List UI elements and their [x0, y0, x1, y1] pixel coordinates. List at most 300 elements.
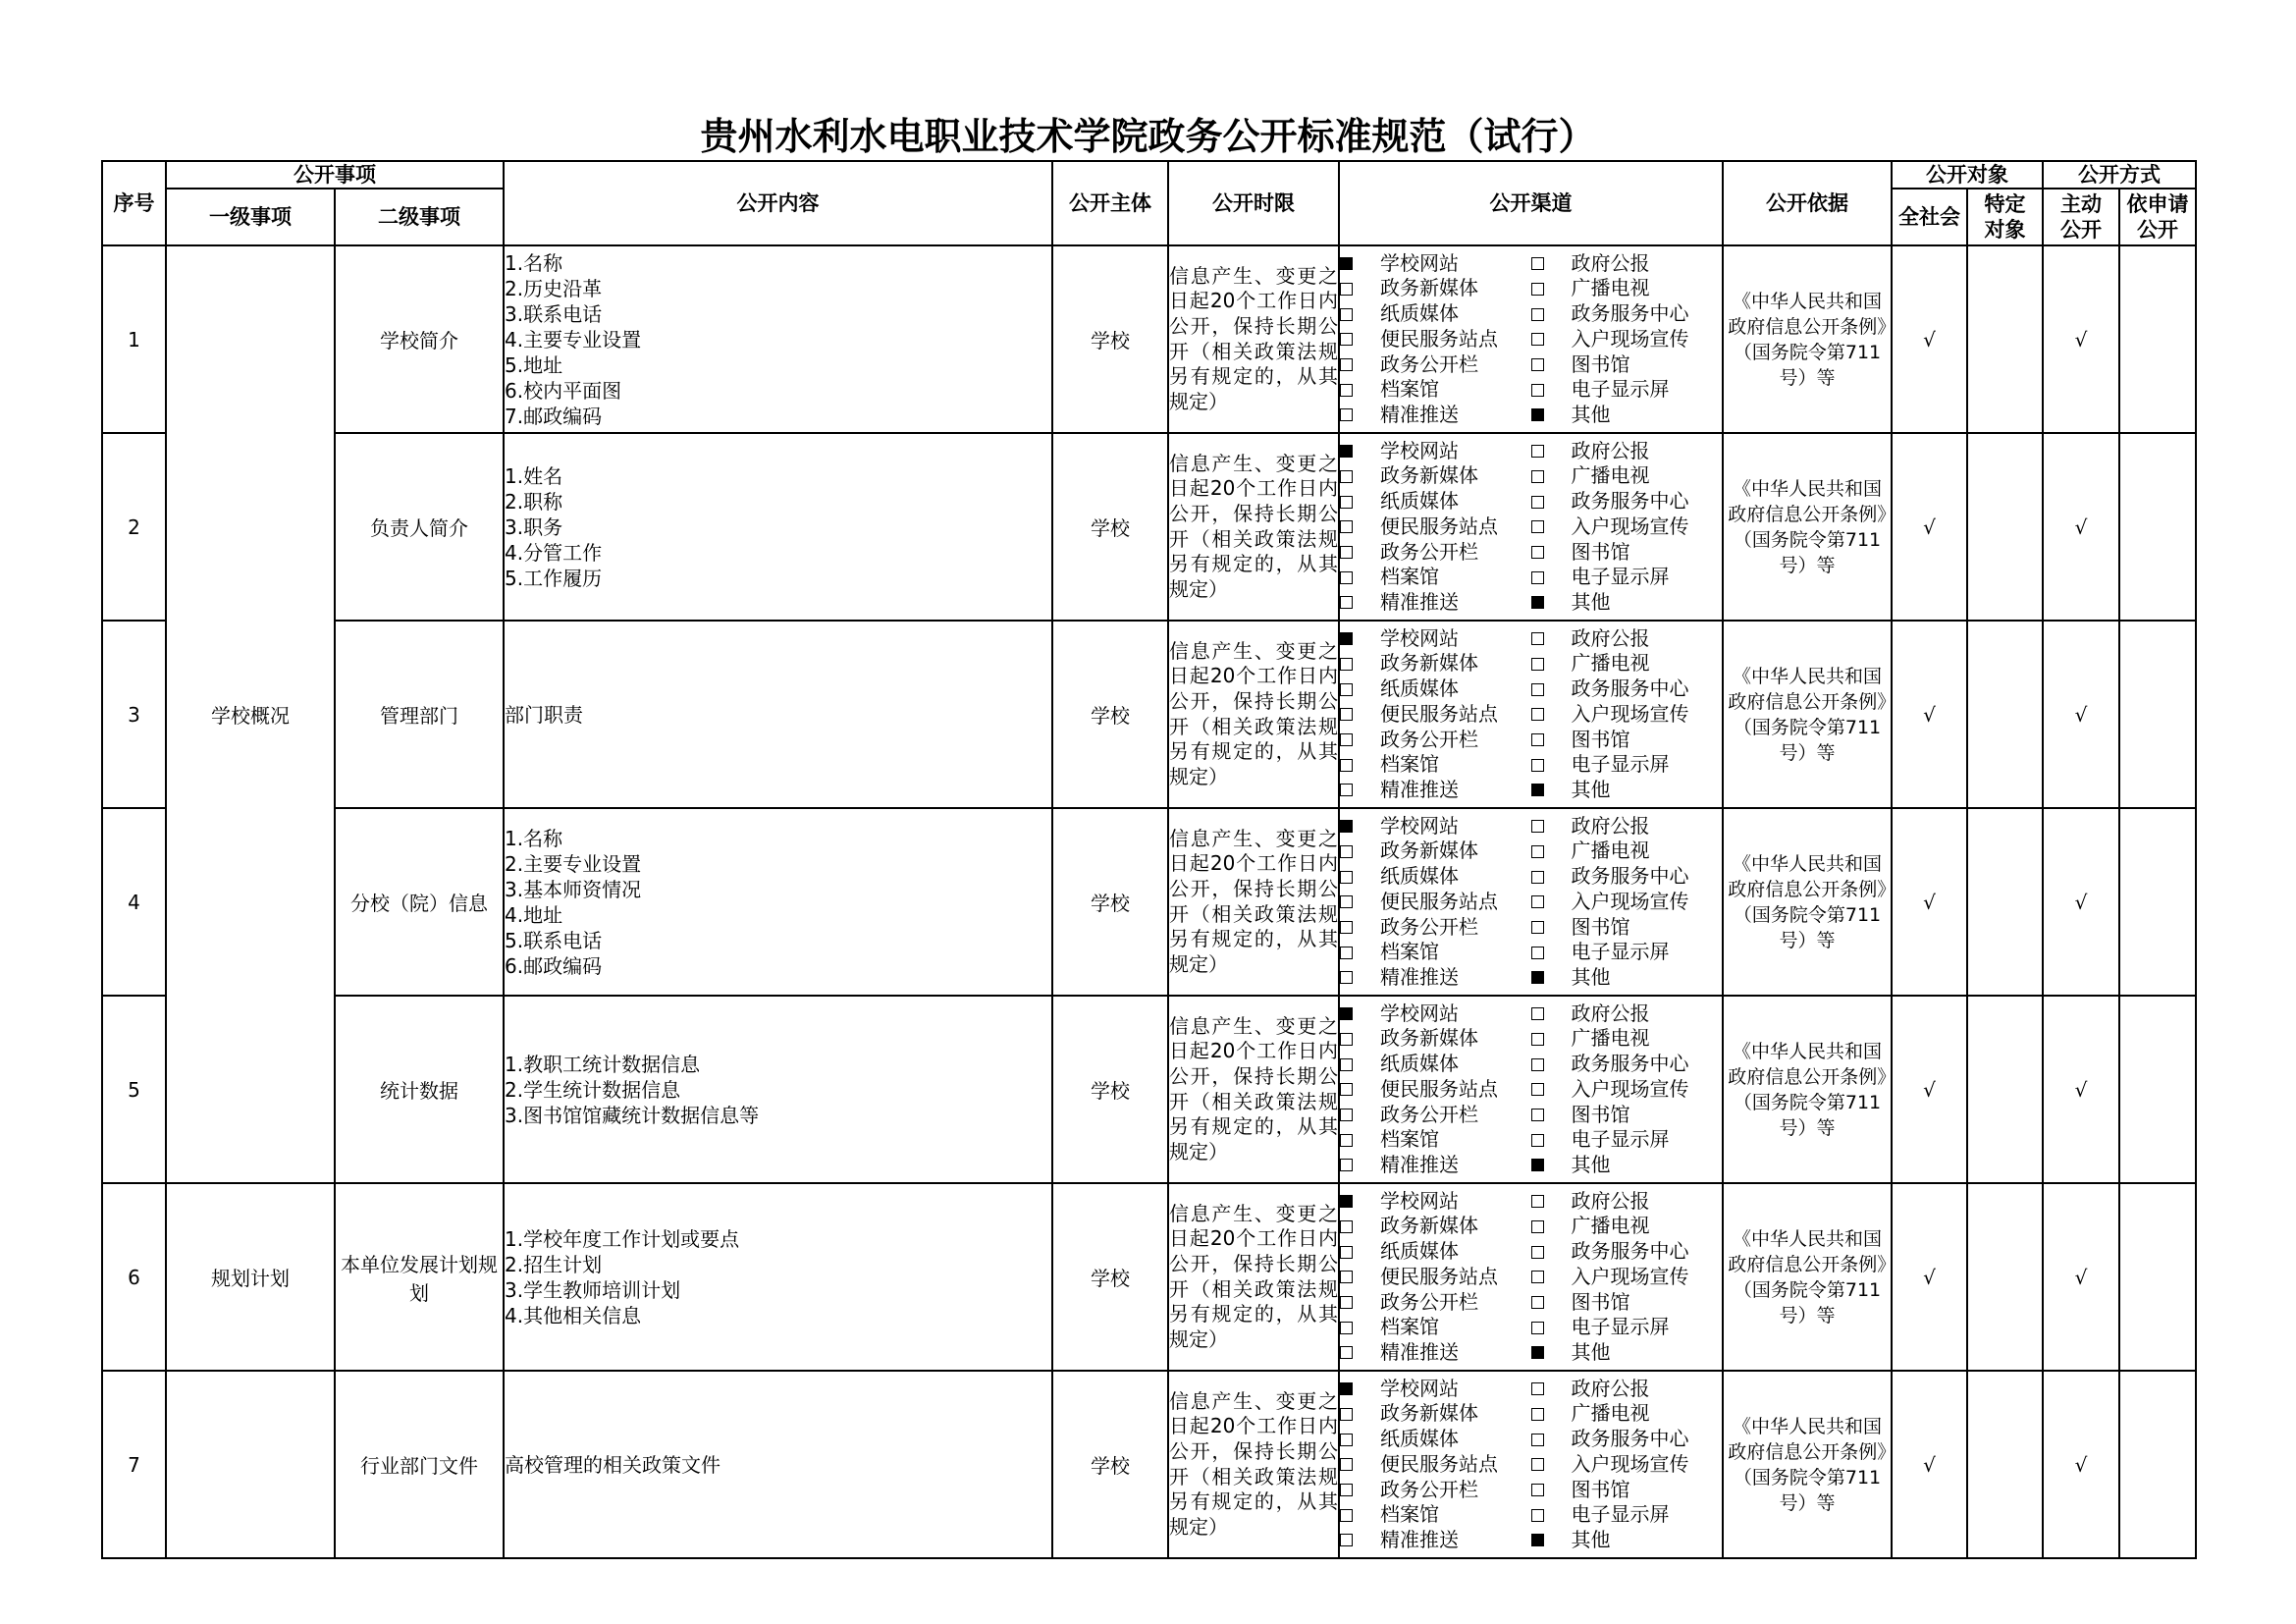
unchecked-box-icon — [1531, 571, 1544, 584]
unchecked-box-icon — [1531, 921, 1544, 934]
channel-option — [1340, 915, 1531, 941]
channel-option — [1340, 728, 1531, 753]
checked-box-icon — [1340, 632, 1353, 645]
unchecked-box-icon — [1340, 520, 1353, 533]
channel-label: 入户现场宣传 — [1571, 1451, 1689, 1476]
channel-option — [1531, 352, 1723, 378]
unchecked-box-icon — [1340, 1458, 1353, 1471]
channel-option — [1531, 1265, 1723, 1290]
channel-label: 广播电视 — [1571, 276, 1650, 300]
channel-label: 政府公报 — [1571, 1188, 1650, 1213]
content-line: 1.学校年度工作计划或要点 — [505, 1226, 740, 1251]
cell-content — [504, 996, 1052, 1183]
channel-label: 广播电视 — [1571, 463, 1650, 488]
channel-label: 纸质媒体 — [1380, 677, 1459, 701]
unchecked-box-icon — [1340, 1246, 1353, 1259]
unchecked-box-icon — [1531, 708, 1544, 721]
channel-label: 政务服务中心 — [1571, 864, 1689, 889]
cell-mode-active: √ — [2043, 808, 2119, 996]
cell-mode-active: √ — [2043, 996, 2119, 1183]
channel-option — [1340, 377, 1531, 403]
unchecked-box-icon — [1531, 1296, 1544, 1309]
table-row — [102, 1371, 2196, 1558]
unchecked-box-icon — [1340, 1058, 1353, 1071]
unchecked-box-icon — [1531, 1109, 1544, 1121]
channel-option — [1531, 915, 1723, 941]
cell-target-all: √ — [1892, 1371, 1967, 1558]
cell-level2: 分校（院）信息 — [335, 808, 504, 996]
channel-label: 其他 — [1571, 590, 1611, 614]
channel-option — [1340, 1077, 1531, 1103]
channel-option — [1340, 565, 1531, 590]
unchecked-box-icon — [1531, 820, 1544, 833]
channel-option — [1531, 1052, 1723, 1077]
channel-option — [1531, 752, 1723, 778]
channel-option — [1340, 1239, 1531, 1265]
cell-channels — [1339, 996, 1723, 1183]
unchecked-box-icon — [1340, 895, 1353, 908]
cell-time-limit: 信息产生、变更之日起20个工作日内公开，保持长期公开（相关政策法规另有规定的，从其规定） — [1168, 808, 1339, 996]
unchecked-box-icon — [1340, 333, 1353, 346]
channel-label: 政务服务中心 — [1571, 1239, 1689, 1264]
cell-subject: 学校 — [1052, 808, 1168, 996]
channel-option — [1531, 1103, 1723, 1128]
header-level1: 一级事项 — [166, 189, 335, 245]
content-line: 5.工作履历 — [505, 566, 603, 590]
header-mode-group: 公开方式 — [2043, 161, 2196, 189]
cell-time-limit: 信息产生、变更之日起20个工作日内公开，保持长期公开（相关政策法规另有规定的，从其规定） — [1168, 1371, 1339, 1558]
checked-box-icon — [1340, 820, 1353, 833]
channel-label: 便民服务站点 — [1380, 889, 1498, 913]
checked-box-icon — [1531, 1159, 1544, 1171]
unchecked-box-icon — [1340, 1296, 1353, 1309]
content-line: 1.教职工统计数据信息 — [505, 1052, 701, 1076]
channel-option — [1340, 403, 1531, 428]
cell-basis: 《中华人民共和国政府信息公开条例》（国务院令第711号）等 — [1723, 433, 1892, 621]
channel-label: 电子显示屏 — [1571, 1502, 1670, 1527]
channel-option — [1340, 301, 1531, 327]
content-line: 7.邮政编码 — [505, 404, 603, 428]
channel-label: 精准推送 — [1380, 965, 1459, 989]
channel-label: 其他 — [1571, 965, 1611, 989]
cell-seq: 1 — [102, 245, 166, 433]
unchecked-box-icon — [1340, 1159, 1353, 1171]
channel-option — [1531, 839, 1723, 864]
channel-label: 纸质媒体 — [1380, 489, 1459, 514]
unchecked-box-icon — [1531, 1509, 1544, 1522]
unchecked-box-icon — [1531, 1083, 1544, 1096]
content-line: 4.主要专业设置 — [505, 327, 642, 352]
unchecked-box-icon — [1531, 1195, 1544, 1208]
channel-label: 档案馆 — [1380, 565, 1439, 589]
cell-basis: 《中华人民共和国政府信息公开条例》（国务院令第711号）等 — [1723, 996, 1892, 1183]
header-target-all: 全社会 — [1892, 189, 1967, 245]
channel-label: 广播电视 — [1571, 1214, 1650, 1238]
channel-option — [1340, 1452, 1531, 1478]
header-basis: 公开依据 — [1723, 161, 1892, 245]
channel-option — [1531, 1427, 1723, 1452]
channel-option — [1340, 1189, 1531, 1215]
channel-option — [1531, 327, 1723, 352]
channel-option — [1531, 1502, 1723, 1528]
channel-label: 入户现场宣传 — [1571, 514, 1689, 538]
unchecked-box-icon — [1531, 1322, 1544, 1334]
channel-option — [1340, 1340, 1531, 1366]
unchecked-box-icon — [1340, 658, 1353, 671]
cell-target-specific — [1967, 996, 2043, 1183]
unchecked-box-icon — [1340, 1322, 1353, 1334]
cell-target-all: √ — [1892, 245, 1967, 433]
channel-option — [1531, 1377, 1723, 1402]
channel-label: 纸质媒体 — [1380, 1052, 1459, 1076]
channel-label: 图书馆 — [1571, 539, 1630, 564]
channel-list — [1340, 439, 1722, 616]
content-line: 1.姓名 — [505, 463, 563, 488]
channel-option — [1531, 864, 1723, 890]
channel-label: 政务新媒体 — [1380, 276, 1478, 300]
unchecked-box-icon — [1531, 257, 1544, 270]
cell-content — [504, 1183, 1052, 1371]
channel-label: 图书馆 — [1571, 1477, 1630, 1501]
checked-box-icon — [1531, 596, 1544, 609]
unchecked-box-icon — [1340, 1408, 1353, 1421]
cell-target-specific — [1967, 621, 2043, 808]
unchecked-box-icon — [1340, 1484, 1353, 1496]
channel-list — [1340, 814, 1722, 991]
cell-target-specific — [1967, 1371, 2043, 1558]
cell-channels — [1339, 1183, 1723, 1371]
table-row — [102, 996, 2196, 1183]
unchecked-box-icon — [1340, 759, 1353, 772]
cell-target-specific — [1967, 245, 2043, 433]
channel-option — [1531, 677, 1723, 702]
unchecked-box-icon — [1531, 658, 1544, 671]
channel-option — [1531, 778, 1723, 803]
channel-option — [1340, 1315, 1531, 1340]
table-row — [102, 433, 2196, 621]
unchecked-box-icon — [1531, 845, 1544, 858]
unchecked-box-icon — [1340, 496, 1353, 509]
channel-label: 纸质媒体 — [1380, 1239, 1459, 1264]
content-line: 2.主要专业设置 — [505, 851, 642, 876]
cell-basis: 《中华人民共和国政府信息公开条例》（国务院令第711号）等 — [1723, 621, 1892, 808]
header-time-limit: 公开时限 — [1168, 161, 1339, 245]
cell-subject: 学校 — [1052, 621, 1168, 808]
unchecked-box-icon — [1340, 408, 1353, 421]
channel-option — [1340, 463, 1531, 489]
channel-option — [1340, 276, 1531, 301]
cell-content — [504, 433, 1052, 621]
channel-label: 政务新媒体 — [1380, 1026, 1478, 1051]
cell-level2: 管理部门 — [335, 621, 504, 808]
channel-option — [1340, 864, 1531, 890]
unchecked-box-icon — [1340, 384, 1353, 397]
table-row — [102, 1183, 2196, 1371]
channel-option — [1340, 251, 1531, 277]
checked-box-icon — [1531, 1534, 1544, 1546]
header-mode-request: 依申请 公开 — [2119, 189, 2196, 245]
channel-option — [1340, 1377, 1531, 1402]
channel-label: 精准推送 — [1380, 1153, 1459, 1176]
table-row — [102, 808, 2196, 996]
channel-option — [1531, 890, 1723, 915]
channel-option — [1340, 1265, 1531, 1290]
channel-label: 档案馆 — [1380, 940, 1439, 964]
unchecked-box-icon — [1340, 733, 1353, 746]
cell-level2: 负责人简介 — [335, 433, 504, 621]
unchecked-box-icon — [1340, 1083, 1353, 1096]
content-line: 2.招生计划 — [505, 1252, 603, 1276]
channel-label: 广播电视 — [1571, 1401, 1650, 1426]
channel-label: 学校网站 — [1380, 1188, 1459, 1213]
channel-label: 电子显示屏 — [1571, 1127, 1670, 1152]
cell-content — [504, 621, 1052, 808]
channel-label: 电子显示屏 — [1571, 565, 1670, 589]
unchecked-box-icon — [1531, 1382, 1544, 1395]
unchecked-box-icon — [1531, 759, 1544, 772]
channel-option — [1531, 489, 1723, 514]
content-line: 高校管理的相关政策文件 — [505, 1452, 721, 1477]
cell-seq: 3 — [102, 621, 166, 808]
channel-option — [1340, 1478, 1531, 1503]
unchecked-box-icon — [1340, 845, 1353, 858]
channel-label: 其他 — [1571, 403, 1611, 426]
channel-label: 电子显示屏 — [1571, 752, 1670, 777]
channel-option — [1531, 1401, 1723, 1427]
channel-option — [1340, 1001, 1531, 1027]
cell-basis: 《中华人民共和国政府信息公开条例》（国务院令第711号）等 — [1723, 1371, 1892, 1558]
unchecked-box-icon — [1531, 733, 1544, 746]
unchecked-box-icon — [1340, 1509, 1353, 1522]
channel-label: 政务服务中心 — [1571, 489, 1689, 514]
channel-label: 学校网站 — [1380, 250, 1459, 275]
checked-box-icon — [1340, 1007, 1353, 1020]
channel-option — [1340, 1052, 1531, 1077]
content-line: 2.学生统计数据信息 — [505, 1077, 681, 1102]
channel-option — [1340, 752, 1531, 778]
channel-label: 政府公报 — [1571, 1376, 1650, 1400]
unchecked-box-icon — [1531, 308, 1544, 321]
channel-label: 学校网站 — [1380, 1376, 1459, 1400]
unchecked-box-icon — [1531, 1271, 1544, 1283]
channel-label: 纸质媒体 — [1380, 301, 1459, 326]
channel-label: 图书馆 — [1571, 352, 1630, 376]
channel-option — [1340, 590, 1531, 616]
unchecked-box-icon — [1340, 283, 1353, 296]
channel-label: 档案馆 — [1380, 377, 1439, 402]
channel-label: 政务服务中心 — [1571, 1052, 1689, 1076]
content-line: 3.职务 — [505, 514, 563, 539]
unchecked-box-icon — [1531, 358, 1544, 371]
channel-label: 政府公报 — [1571, 250, 1650, 275]
unchecked-box-icon — [1531, 384, 1544, 397]
channel-option — [1531, 540, 1723, 566]
channel-label: 广播电视 — [1571, 1026, 1650, 1051]
channel-label: 图书馆 — [1571, 914, 1630, 939]
channel-option — [1531, 514, 1723, 540]
cell-basis: 《中华人民共和国政府信息公开条例》（国务院令第711号）等 — [1723, 1183, 1892, 1371]
content-line: 1.名称 — [505, 826, 563, 850]
channel-label: 政务公开栏 — [1380, 539, 1478, 564]
channel-label: 政务新媒体 — [1380, 839, 1478, 863]
unchecked-box-icon — [1531, 283, 1544, 296]
unchecked-box-icon — [1340, 571, 1353, 584]
content-line: 4.分管工作 — [505, 540, 603, 565]
unchecked-box-icon — [1531, 1058, 1544, 1071]
channel-option — [1531, 1452, 1723, 1478]
channel-option — [1531, 1026, 1723, 1052]
cell-mode-active: √ — [2043, 621, 2119, 808]
channel-label: 广播电视 — [1571, 651, 1650, 676]
channel-label: 便民服务站点 — [1380, 514, 1498, 538]
content-line: 5.联系电话 — [505, 928, 603, 952]
cell-target-all: √ — [1892, 433, 1967, 621]
cell-target-all: √ — [1892, 621, 1967, 808]
unchecked-box-icon — [1531, 333, 1544, 346]
channel-option — [1531, 377, 1723, 403]
cell-subject: 学校 — [1052, 1183, 1168, 1371]
channel-label: 电子显示屏 — [1571, 940, 1670, 964]
unchecked-box-icon — [1531, 871, 1544, 884]
channel-list — [1340, 1189, 1722, 1366]
channel-label: 政府公报 — [1571, 813, 1650, 838]
channel-option — [1531, 1315, 1723, 1340]
channel-label: 其他 — [1571, 1340, 1611, 1364]
channel-label: 入户现场宣传 — [1571, 701, 1689, 726]
channel-option — [1531, 590, 1723, 616]
unchecked-box-icon — [1340, 683, 1353, 696]
cell-subject: 学校 — [1052, 433, 1168, 621]
unchecked-box-icon — [1531, 632, 1544, 645]
channel-option — [1531, 702, 1723, 728]
unchecked-box-icon — [1340, 358, 1353, 371]
cell-target-specific — [1967, 1183, 2043, 1371]
channel-label: 档案馆 — [1380, 752, 1439, 777]
channel-label: 精准推送 — [1380, 403, 1459, 426]
cell-content — [504, 808, 1052, 996]
channel-label: 精准推送 — [1380, 1340, 1459, 1364]
cell-channels — [1339, 621, 1723, 808]
content-line: 部门职责 — [505, 702, 583, 727]
channel-option — [1531, 565, 1723, 590]
cell-mode-active: √ — [2043, 433, 2119, 621]
channel-label: 精准推送 — [1380, 1528, 1459, 1551]
checked-box-icon — [1531, 971, 1544, 984]
unchecked-box-icon — [1340, 1109, 1353, 1121]
channel-option — [1531, 1290, 1723, 1316]
header-level2: 二级事项 — [335, 189, 504, 245]
cell-basis: 《中华人民共和国政府信息公开条例》（国务院令第711号）等 — [1723, 245, 1892, 433]
checked-box-icon — [1531, 784, 1544, 796]
channel-option — [1340, 890, 1531, 915]
header-target-group: 公开对象 — [1892, 161, 2043, 189]
cell-mode-request — [2119, 245, 2196, 433]
channel-label: 政府公报 — [1571, 625, 1650, 650]
content-line: 5.地址 — [505, 352, 563, 377]
unchecked-box-icon — [1531, 445, 1544, 458]
cell-level1-school-overview: 学校概况 — [166, 245, 335, 1183]
cell-time-limit: 信息产生、变更之日起20个工作日内公开，保持长期公开（相关政策法规另有规定的，从其规定） — [1168, 621, 1339, 808]
channel-option — [1531, 1127, 1723, 1153]
channel-list — [1340, 1377, 1722, 1553]
channel-label: 政府公报 — [1571, 438, 1650, 462]
channel-label: 档案馆 — [1380, 1127, 1439, 1152]
channel-label: 政务服务中心 — [1571, 301, 1689, 326]
channel-label: 学校网站 — [1380, 625, 1459, 650]
unchecked-box-icon — [1531, 1458, 1544, 1471]
unchecked-box-icon — [1531, 895, 1544, 908]
channel-option — [1340, 839, 1531, 864]
unchecked-box-icon — [1340, 546, 1353, 559]
table-body — [102, 245, 2196, 1558]
unchecked-box-icon — [1340, 1134, 1353, 1147]
cell-seq: 2 — [102, 433, 166, 621]
cell-seq: 7 — [102, 1371, 166, 1558]
channel-label: 档案馆 — [1380, 1315, 1439, 1339]
checked-box-icon — [1340, 257, 1353, 270]
cell-level2: 学校简介 — [335, 245, 504, 433]
channel-option — [1340, 677, 1531, 702]
content-line: 1.名称 — [505, 250, 563, 275]
cell-basis: 《中华人民共和国政府信息公开条例》（国务院令第711号）等 — [1723, 808, 1892, 996]
channel-label: 其他 — [1571, 778, 1611, 801]
channel-label: 电子显示屏 — [1571, 1315, 1670, 1339]
cell-mode-active: √ — [2043, 1371, 2119, 1558]
channel-label: 政务公开栏 — [1380, 1477, 1478, 1501]
channel-label: 政务公开栏 — [1380, 914, 1478, 939]
cell-level2: 统计数据 — [335, 996, 504, 1183]
channel-option — [1531, 728, 1723, 753]
cell-time-limit: 信息产生、变更之日起20个工作日内公开，保持长期公开（相关政策法规另有规定的，从其规定） — [1168, 433, 1339, 621]
unchecked-box-icon — [1531, 1408, 1544, 1421]
unchecked-box-icon — [1340, 470, 1353, 483]
unchecked-box-icon — [1340, 947, 1353, 959]
page-title: 贵州水利水电职业技术学院政务公开标准规范（试行） — [700, 114, 1596, 158]
channel-label: 政务新媒体 — [1380, 1214, 1478, 1238]
cell-level2: 本单位发展计划规划 — [335, 1183, 504, 1371]
channel-option — [1531, 251, 1723, 277]
unchecked-box-icon — [1531, 470, 1544, 483]
unchecked-box-icon — [1340, 596, 1353, 609]
cell-time-limit: 信息产生、变更之日起20个工作日内公开，保持长期公开（相关政策法规另有规定的，从其规定） — [1168, 996, 1339, 1183]
channel-option — [1340, 1127, 1531, 1153]
cell-target-all: √ — [1892, 808, 1967, 996]
channel-label: 电子显示屏 — [1571, 377, 1670, 402]
checked-box-icon — [1531, 1346, 1544, 1359]
channel-option — [1531, 965, 1723, 991]
checked-box-icon — [1531, 408, 1544, 421]
checked-box-icon — [1340, 1382, 1353, 1395]
unchecked-box-icon — [1340, 1220, 1353, 1233]
channel-label: 精准推送 — [1380, 778, 1459, 801]
cell-level2: 行业部门文件 — [335, 1371, 504, 1558]
cell-subject: 学校 — [1052, 1371, 1168, 1558]
channel-option — [1340, 1401, 1531, 1427]
channel-option — [1340, 1290, 1531, 1316]
channel-label: 政务新媒体 — [1380, 463, 1478, 488]
channel-label: 政务公开栏 — [1380, 1102, 1478, 1126]
channel-label: 政务公开栏 — [1380, 352, 1478, 376]
table-row — [102, 621, 2196, 808]
unchecked-box-icon — [1531, 947, 1544, 959]
cell-mode-request — [2119, 808, 2196, 996]
channel-option — [1531, 463, 1723, 489]
cell-target-all: √ — [1892, 1183, 1967, 1371]
channel-list — [1340, 251, 1722, 428]
header-target-specific: 特定 对象 — [1967, 189, 2043, 245]
channel-option — [1340, 514, 1531, 540]
channel-label: 入户现场宣传 — [1571, 889, 1689, 913]
